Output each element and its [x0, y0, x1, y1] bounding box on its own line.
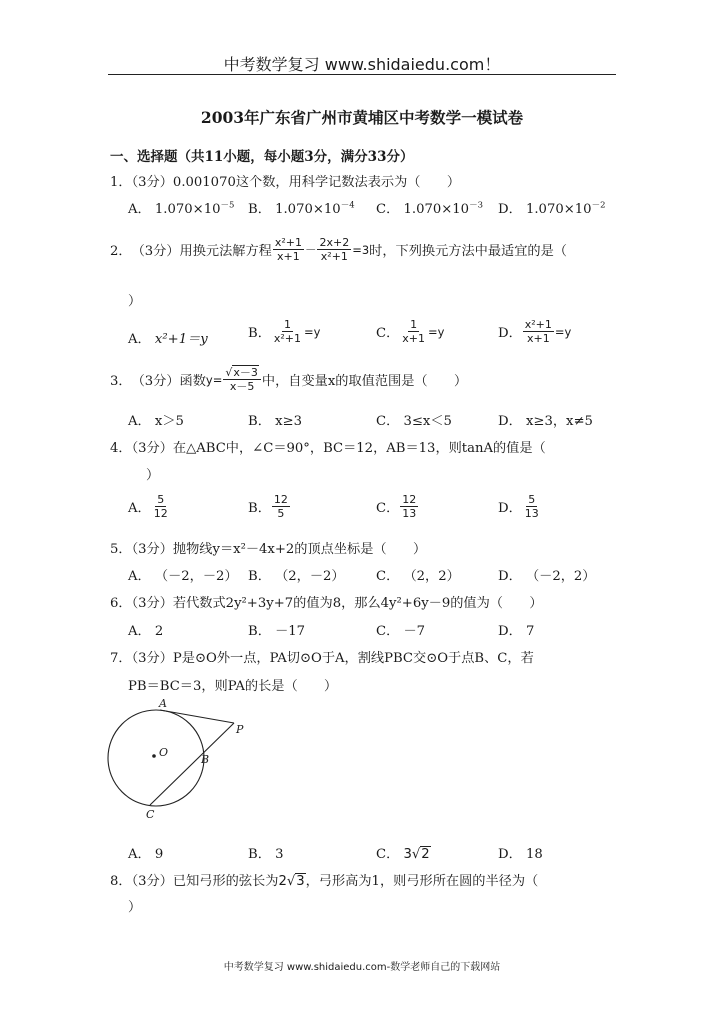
q1-option-d: D． $1.070\times 10^{-2}$ [498, 200, 606, 217]
point-p-label: P [236, 723, 244, 736]
question-2: 2． （3分）用换元法解方程 $\frac{\text{x²+1}}{x+1}$ － $\frac{2x+2}{\text{x²+1}}$ =3 时，下列换元方法中最适宜的是（ [110, 236, 567, 263]
q5-option-c: C． （2，2） [376, 569, 460, 584]
q3-fraction: $\frac{√x-3}{x-5}$ [223, 366, 261, 393]
q4-option-d: D． $\frac{5}{13}$ [498, 493, 539, 520]
question-5: 5．（3分）抛物线y＝x²－4x+2的顶点坐标是（ ） [110, 542, 427, 557]
q3-option-c: C． 3≤x＜5 [376, 414, 452, 429]
site-header: 中考数学复习 www.shidaiedu.com！ [223, 55, 501, 74]
point-o-label: O [159, 746, 169, 759]
q4-continuation: ） [146, 468, 160, 483]
q2-fraction-1: $\frac{\text{x²+1}}{x+1}$ [274, 236, 302, 263]
q8-continuation: ） [128, 900, 142, 915]
page-footer: 中考数学复习 www.shidaiedu.com-数学老师自己的下载网站 [223, 962, 501, 973]
q6-option-b: B． －17 [248, 624, 306, 639]
q4-option-b: B． $\frac{12}{5}$ [248, 493, 288, 520]
point-c-label: C [146, 808, 155, 821]
q3-option-d: D． x≥3，x≠5 [498, 414, 593, 429]
q5-option-b: B． （2，－2） [248, 569, 345, 584]
header-divider [108, 74, 616, 75]
circle-o [108, 710, 204, 806]
q7-option-a: A． 9 [128, 847, 164, 862]
question-7: 7．（3分）P是⊙O外一点，PA切⊙O于A，割线PBC交⊙O于点B、C，若 [110, 651, 534, 666]
q5-option-a: A． （－2，－2） [128, 569, 238, 584]
paper-title: 2003年广东省广州市黄埔区中考数学一模试卷 [200, 108, 524, 127]
section-heading: 一、选择题（共11小题，每小题3分，满分33分） [110, 149, 414, 165]
q2-continuation: ） [128, 294, 142, 309]
question-number: 1． [110, 175, 132, 190]
q5-option-d: D． （－2，2） [498, 569, 596, 584]
point-a-label: A [159, 697, 167, 710]
q2-option-a: A． x²+1＝y [128, 332, 208, 347]
q6-option-d: D． 7 [498, 624, 535, 639]
q2-option-b: B． $\frac{1}{\text{x²+1}}$ =y [248, 318, 321, 345]
q7-circle-figure [100, 696, 260, 826]
tangent-pa [160, 710, 234, 723]
q4-option-c: C． $\frac{12}{13}$ [376, 493, 417, 520]
q6-option-c: C． －7 [376, 624, 426, 639]
question-3: 3． （3分）函数 y= $\frac{√x-3}{x-5}$ 中，自变量x的取值范围是（ ） [110, 366, 468, 393]
q7-continuation: PB＝BC＝3，则PA的长是（ ） [128, 679, 338, 694]
question-8: 8．（3分）已知弓形的弦长为2√3，弓形高为1，则弓形所在圆的半径为（ [110, 874, 539, 889]
q2-option-c: C． $\frac{1}{x+1}$ =y [376, 318, 445, 345]
q7-option-c: C． 3√2 [376, 847, 430, 862]
question-6: 6．（3分）若代数式2y²+3y+7的值为8，那么4y²+6y－9的值为（ ） [110, 596, 543, 611]
q2-fraction-2: $\frac{2x+2}{\text{x²+1}}$ [319, 236, 350, 263]
q7-option-b: B． 3 [248, 847, 284, 862]
question-1 [110, 171, 460, 190]
point-b-label: B [201, 753, 210, 766]
question-text: （3分）0.001070这个数，用科学记数法表示为（ ） [131, 175, 461, 190]
center-dot [152, 754, 156, 758]
question-4: 4．（3分）在△ABC中，∠C＝90°，BC＝12，AB＝13，则tanA的值是（ [110, 441, 546, 456]
q1-option-a: A． $1.070\times 10^{-5}$ [128, 200, 235, 217]
q6-option-a: A． 2 [128, 624, 164, 639]
q7-option-d: D． 18 [498, 847, 543, 862]
secant-pc [150, 723, 234, 805]
q1-option-b: B． $1.070\times 10^{-4}$ [248, 200, 355, 217]
q3-option-b: B． x≥3 [248, 414, 302, 429]
q3-option-a: A． x＞5 [128, 414, 184, 429]
q2-option-d: D． $\frac{\text{x²+1}}{x+1}$ =y [498, 318, 572, 345]
q1-option-c: C． $1.070\times 10^{-3}$ [376, 200, 483, 217]
q4-option-a: A． $\frac{5}{12}$ [128, 493, 168, 520]
